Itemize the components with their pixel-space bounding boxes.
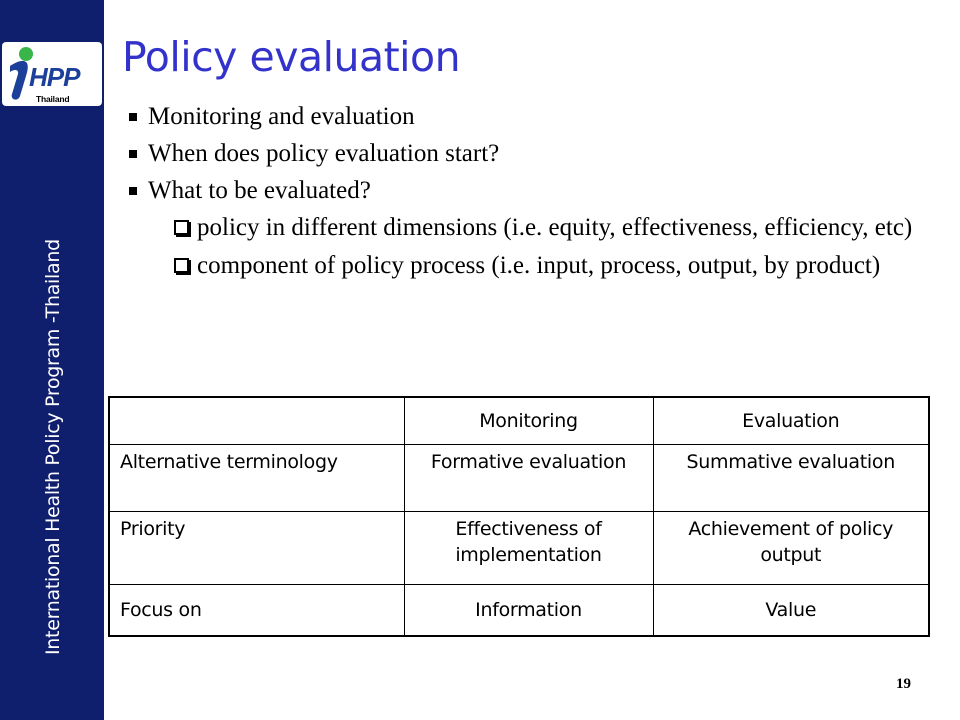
table-row [109, 585, 929, 637]
sub-bullet-text: component of policy process (i.e. input, process, output, by product) [197, 252, 881, 279]
table-header-row [109, 397, 929, 445]
slide-title: Policy evaluation [122, 33, 461, 81]
svg-text:HPP: HPP [29, 62, 80, 92]
bullet-list [128, 98, 928, 285]
square-bullet-icon [129, 150, 137, 158]
checkbox-bullet-icon [174, 220, 189, 235]
comparison-table [108, 396, 930, 637]
ihpp-logo [2, 42, 102, 106]
square-bullet-icon [129, 187, 137, 195]
sub-bullet-text: policy in different dimensions (i.e. equity, effectiveness, efficiency, etc) [197, 214, 913, 241]
table-cell: Achievement of policy output [653, 512, 929, 585]
square-bullet-icon [129, 113, 137, 121]
table-header-cell: Monitoring [404, 397, 653, 445]
checkbox-bullet-icon [174, 258, 189, 273]
table-cell: Effectiveness of implementation [404, 512, 653, 585]
vertical-label-wrap [38, 135, 68, 655]
table-cell: Value [653, 585, 929, 637]
table-header-cell [109, 397, 404, 445]
sidebar [0, 0, 104, 720]
table-row-label: Priority [109, 512, 404, 585]
bullet-text: Monitoring and evaluation [148, 103, 415, 130]
table-row-label: Alternative terminology [109, 445, 404, 512]
bullet-item [128, 98, 928, 135]
table-header-cell: Evaluation [653, 397, 929, 445]
logo-wordmark: Thailand [36, 94, 70, 104]
table-row [109, 445, 929, 512]
organization-label: International Health Policy Program -Thailand [42, 239, 64, 655]
table-row-label: Focus on [109, 585, 404, 637]
page-number: 19 [896, 676, 911, 692]
sub-bullet-item [128, 247, 924, 285]
bullet-item [128, 135, 928, 172]
bullet-item [128, 172, 928, 209]
table-cell: Information [404, 585, 653, 637]
bullet-text: When does policy evaluation start? [148, 140, 500, 167]
table-cell: Summative evaluation [653, 445, 929, 512]
sub-bullet-item [128, 209, 924, 247]
table-row [109, 512, 929, 585]
bullet-text: What to be evaluated? [148, 177, 371, 204]
table-cell: Formative evaluation [404, 445, 653, 512]
